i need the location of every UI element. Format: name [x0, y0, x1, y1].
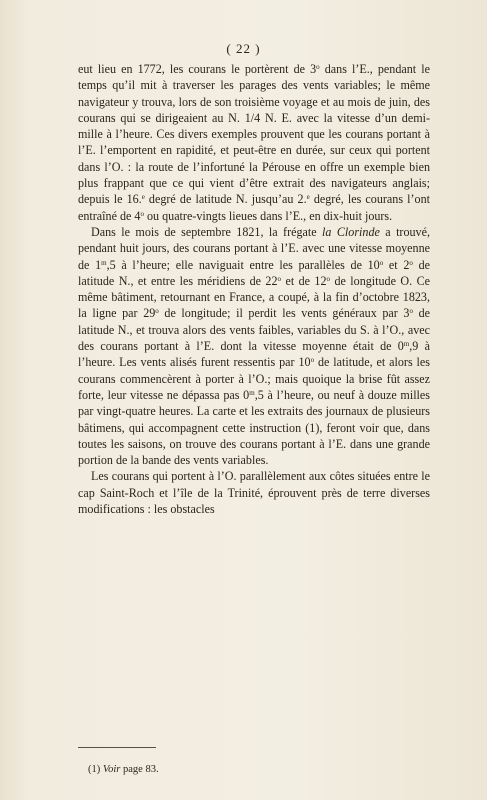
- footnote-voir: Voir: [102, 764, 121, 775]
- page-number: ( 22 ): [226, 41, 261, 56]
- text-run: ,5 à l’heure, ou neuf à douze milles par vingt-quatre heures. La carte et les extraits des journaux de plusieurs bâtimens, qui accompagnent cette instruction (1), feront voir que, dans toutes les saisons, on trouve des courans portant à l’E. dans une grande portion de la bande des vents variables.: [78, 387, 430, 468]
- text-run: a trouvé, pendant huit jours, des courans portant à l’E. avec une vitesse moyenne de 1: [78, 224, 430, 272]
- superscript: o: [310, 356, 315, 365]
- superscript: m: [101, 258, 107, 267]
- text-run: de longitude O. Ce même bâtiment, retournant en France, a coupé, à la fin d’octobre 1823, la ligne par 29: [78, 273, 430, 321]
- footnote-marker: (1): [88, 764, 101, 775]
- superscript: o: [409, 258, 413, 267]
- superscript: m: [403, 340, 410, 349]
- text-run: eut lieu en 1772, les courans le portèrent de 3: [78, 62, 317, 76]
- text-run: et de 12: [281, 273, 327, 288]
- superscript: o: [409, 307, 413, 316]
- paragraph-2: [78, 224, 430, 468]
- superscript: e: [306, 193, 310, 202]
- text-run: ,9 à l’heure. Les vents alisés furent ressentis par 10: [78, 339, 430, 370]
- text-run: degré, les courans l’ont entraîné de 4: [78, 192, 431, 223]
- text-run: degré de latitude N. jusqu’au 2.: [144, 192, 307, 207]
- superscript: o: [140, 209, 144, 218]
- text-run: ,5 à l’heure; elle naviguait entre les parallèles de 10: [106, 257, 380, 272]
- page-body: [78, 61, 430, 517]
- paragraph-1: [78, 61, 430, 224]
- paragraph-3: [78, 468, 430, 517]
- text-run: de latitude, et alors les courans commencèrent à porter à l’O.; mais quoique la brise fût assez forte, leur vitesse ne dépassa pas 0: [78, 355, 430, 402]
- superscript: m: [249, 388, 255, 397]
- text-run: dans l’E., pendant le temps qu’il mit à traverser les parages des vents variables; le même navigateur y trouva, lors de son troisième voyage et au mois de juin, des courans qui se dirigeaient au N. 1/4 N. E. avec la vitesse d’un demi-mille à l’heure. Ces divers exemples prouvent que les courans portant à l’E. l’emportent en rapidité, et peut-être en durée, sur ceux qui portent dans l’O. : la route de l’infortuné la Pérouse en offre un exemple bien plus frappant que ce qui vient d’être extrait des navigateurs anglais; depuis le 16.: [78, 62, 430, 207]
- italic-text: la Clorinde: [322, 224, 380, 239]
- superscript: o: [277, 274, 282, 283]
- text-run: Les courans qui portent à l’O. parallèlement aux côtes situées entre le cap Saint-Roch et l’île de la Trinité, éprouvent près de terre diverses modifications : les obstacles: [78, 469, 430, 517]
- text-run: de latitude N., et entre les méridiens de 22: [78, 257, 430, 288]
- text-run: de longitude; il perdit les vents généraux par 3: [158, 306, 410, 321]
- superscript: o: [326, 274, 331, 283]
- footnote: [88, 763, 159, 776]
- footnote-rule: [78, 747, 156, 748]
- superscript: o: [379, 258, 384, 267]
- superscript: o: [316, 63, 320, 71]
- superscript: o: [155, 307, 159, 316]
- text-run: Dans le mois de septembre 1821, la frégate: [91, 224, 323, 239]
- text-run: de latitude N., et trouva alors des vents faibles, variables du S. à l’O., avec des courans portant à l’E. dont la vitesse moyenne était de 0: [78, 306, 430, 354]
- footnote-text: page 83.: [120, 764, 159, 775]
- text-run: et 2: [383, 257, 410, 272]
- superscript: e: [141, 193, 145, 202]
- text-run: ou quatre-vingts lieues dans l’E., en dix-huit jours.: [143, 208, 393, 223]
